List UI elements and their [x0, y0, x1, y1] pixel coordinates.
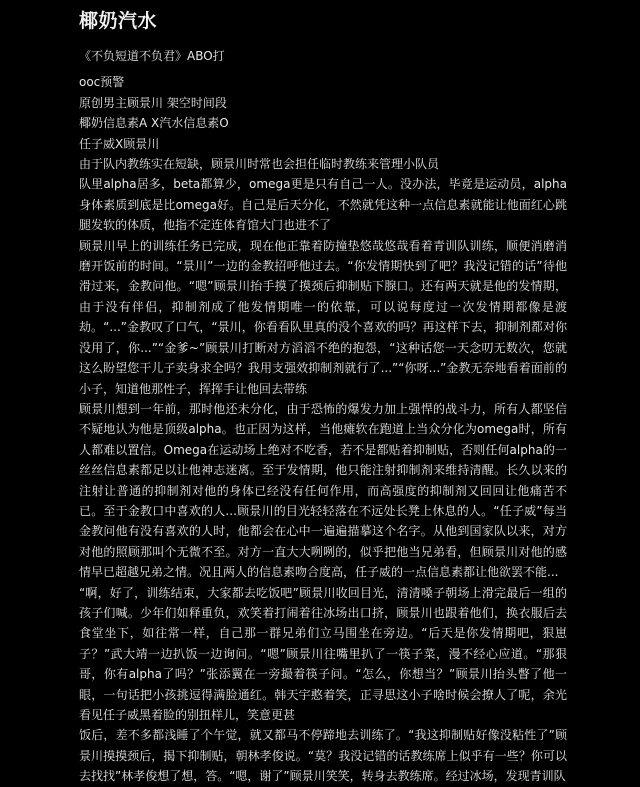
paragraph: 队里alpha居多，beta都算少，omega更是只有自己一人。没办法，毕竟是运动员，alpha身体素质到底是比omega好。自己是后天分化，不然就凭这种一点信息素就能让他面红心跳腿发软的体质，他指不定连体育馆大门也进不了 [79, 177, 567, 233]
paragraph: 由于队内教练实在短缺，顾景川时常也会担任临时教练来管理小队员 [79, 157, 440, 172]
document-title: 椰奶汽水 [79, 10, 158, 32]
paragraph: 顾景川想到一年前，那时他还未分化，由于恐怖的爆发力加上强悍的战斗力，所有人都坚信不疑地认为他是顶级alpha。也正因为这样，当他瘫软在跑道上当众分化为omega时，所有人都难以置信。Omega在运动场上绝对不吃香，若不是都贴着抑制贴，否则任何alpha的一丝丝信息素都足以让他神志迷离。至于发情期，他只能注射抑制剂来维持清醒。长久以来的注射让普通的抑制剂对他的身体已经没有任何作用，而高强度的抑制剂又回回让他痛苦不已。至于金教口中喜欢的人...顾景川的目光轻轻落在不远处长凳上休息的人。“任子威”每当金教问他有没有喜欢的人时，他都会在心中一遍遍描摹这个名字。从他到国家队以来，对方对他的照顾那叫个无微不至。对方一直大大咧咧的，似乎把他当兄弟看，但顾景川对他的感情早已超越兄弟之情。况且两人的信息素吻合度高，任子威的一点信息素都让他欲罢不能... [79, 401, 567, 580]
meta-line: 原创男主顾景川 架空时间段 [79, 95, 227, 110]
paragraph: “啊，好了，训练结束，大家都去吃饭吧”顾景川收回目光，清清嗓子朝场上滑完最后一组的孩子们喊。少年们如释重负，欢笑着打闹着往冰场出口挤，顾景川也跟着他们，换衣服后去食堂坐下，如往常一样，自己那一群兄弟们立马围坐在旁边。“后天是你发情期吧，狠崽子？”武大靖一边扒饭一边询问。“嗯”顾景川往嘴里扒了一筷子菜，漫不经心应道。“那狠哥，你有alpha了吗？”张添翼在一旁撮着筷子问。“怎么，你想当？”顾景川抬头瞥了他一眼，一句话把小孩挑逗得满脸通红。韩天宇憨着笑，正寻思这小子啥时候会撩人了呢，余光看见任子威黑着脸的别扭样儿，笑意更甚 [79, 585, 567, 722]
paragraph: 饭后，差不多都浅睡了个午觉，就又都马不停蹄地去训练了。“我这抑制贴好像没粘性了”顾景川摸摸颈后，揭下抑制贴，朝林孝俊说。“莫？我没记错的话教练席上似乎有一些？你可以去找找”林孝俊想了想，答。“嗯，谢了”顾景川笑笑，转身去教练席。经过冰场，发现青训队 [79, 728, 567, 784]
meta-line: ooc预警 [79, 75, 125, 90]
meta-line: 椰奶信息素A X汽水信息素O [79, 116, 229, 131]
meta-line: 任子威X顾景川 [79, 136, 160, 151]
document [79, 0, 567, 787]
paragraph: 顾景川早上的训练任务已完成，现在他正靠着防撞垫悠哉悠哉看着青训队训练，顺便消磨消磨开饭前的时间。“景川”一边的金教招呼他过去。“你发情期快到了吧？我没记错的话”待他滑过来，金教问他。“嗯”顾景川抬手摸了摸颈后抑制贴下腺口。还有两天就是他的发情期，由于没有伴侣，抑制剂成了他发情期唯一的依靠，可以说每度过一次发情期都像是渡劫。“...”金教叹了口气，“景川，你看看队里真的没个喜欢的吗？再这样下去，抑制剂都对你没用了，你...”“金爹~”顾景川打断对方滔滔不绝的抱怨，“这种话您一天念叨无数次，您就这么盼望您干儿子卖身求全吗？我用支强效抑制剂就行了...”“你呀...”金教无奈地看着面前的小子，知道他那性子，挥挥手让他回去带练 [79, 238, 567, 396]
document-subtitle: 《不负短道不负君》ABO打 [79, 49, 225, 63]
